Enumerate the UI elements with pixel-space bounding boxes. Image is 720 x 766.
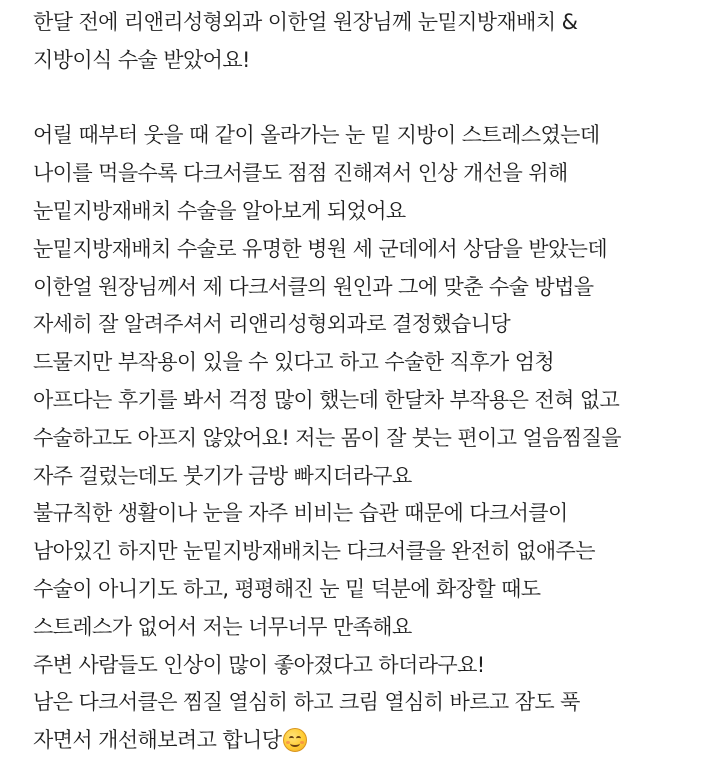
text-line: 자주 걸렀는데도 붓기가 금방 빠지더라구요 bbox=[33, 463, 412, 488]
text-line: 어릴 때부터 웃을 때 같이 올라가는 눈 밑 지방이 스트레스였는데 bbox=[33, 123, 600, 148]
text-line: 한달 전에 리앤리성형외과 이한얼 원장님께 눈밑지방재배치 & bbox=[33, 10, 578, 34]
smiling-face-emoji-icon bbox=[283, 728, 307, 752]
text-line: 드물지만 부작용이 있을 수 있다고 하고 수술한 직후가 엄청 bbox=[33, 350, 555, 375]
text-line: 눈밑지방재배치 수술을 알아보게 되었어요 bbox=[33, 198, 406, 223]
text-line: 지방이식 수술 받았어요! bbox=[33, 47, 250, 72]
paragraph-gap bbox=[33, 80, 717, 118]
text-line: 눈밑지방재배치 수술로 유명한 병원 세 군데에서 상담을 받았는데 bbox=[33, 236, 608, 261]
text-line: 스트레스가 없어서 저는 너무너무 만족해요 bbox=[33, 614, 412, 639]
text-line: 수술하고도 아프지 않았어요! 저는 몸이 잘 붓는 편이고 얼음찜질을 bbox=[33, 425, 621, 450]
text-line: 불규칙한 생활이나 눈을 자주 비비는 습관 때문에 다크서클이 bbox=[33, 501, 568, 526]
text-line: 이한얼 원장님께서 제 다크서클의 원인과 그에 맞춘 수술 방법을 bbox=[33, 274, 594, 299]
text-line-last bbox=[33, 722, 717, 760]
review-post-body bbox=[33, 4, 717, 760]
text-line: 주변 사람들도 인상이 많이 좋아졌다고 하더라구요! bbox=[33, 652, 485, 677]
text-line: 자세히 잘 알려주셔서 리앤리성형외과로 결정했습니당 bbox=[33, 312, 511, 337]
text-line: 남아있긴 하지만 눈밑지방재배치는 다크서클을 완전히 없애주는 bbox=[33, 539, 595, 564]
text-line: 자면서 개선해보려고 합니당 bbox=[33, 728, 282, 753]
text-line: 나이를 먹을수록 다크서클도 점점 진해져서 인상 개선을 위해 bbox=[33, 161, 568, 186]
text-line: 남은 다크서클은 찜질 열심히 하고 크림 열심히 바르고 잠도 푹 bbox=[33, 690, 580, 715]
text-line: 수술이 아니기도 하고, 평평해진 눈 밑 덕분에 화장할 때도 bbox=[33, 576, 541, 601]
text-line: 아프다는 후기를 봐서 걱정 많이 했는데 한달차 부작용은 전혀 없고 bbox=[33, 387, 620, 412]
